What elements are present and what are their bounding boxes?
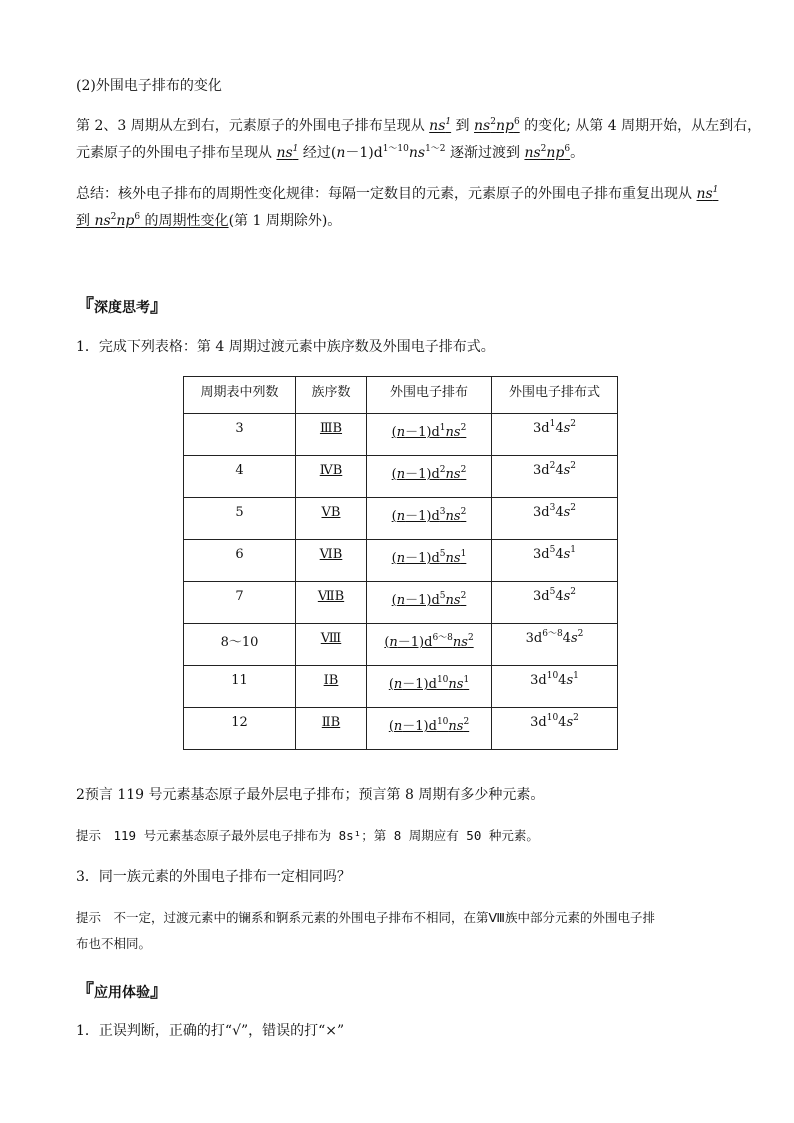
cell-formula: $3d^54s^2$ bbox=[492, 582, 618, 624]
cell-config: $(n-1)d^2ns^2$ bbox=[367, 456, 492, 498]
cell-column: 12 bbox=[184, 708, 296, 750]
cell-formula: $3d^{10}4s^2$ bbox=[492, 708, 618, 750]
text-segment: 经过( bbox=[298, 145, 337, 161]
paragraph-line bbox=[76, 144, 584, 162]
header-formula: 外围电子排布式 bbox=[492, 377, 618, 414]
summary-underlined: 到 $ns^2np^6$ 的周期性变化 bbox=[76, 212, 229, 229]
cell-column: 11 bbox=[184, 666, 296, 708]
cell-formula: $3d^34s^2$ bbox=[492, 498, 618, 540]
electron-config-table bbox=[183, 376, 618, 750]
formula-ns2np6: $ns^2np^6$ bbox=[474, 117, 520, 134]
cell-config: $(n-1)d^{10}ns^2$ bbox=[367, 708, 492, 750]
formula-ns: ns bbox=[408, 145, 426, 161]
hint-2: 提示 119 号元素基态原子最外层电子排布为 8s¹；第 8 周期应有 50 种元素。 bbox=[76, 828, 539, 843]
formula-ns1: $ns^1$ bbox=[429, 117, 452, 134]
cell-column: 7 bbox=[184, 582, 296, 624]
cell-column: 8～10 bbox=[184, 624, 296, 666]
table-row bbox=[184, 498, 618, 540]
cell-group: ⅤB bbox=[296, 498, 367, 540]
table-row bbox=[184, 624, 618, 666]
table-row bbox=[184, 582, 618, 624]
cell-group: ⅠB bbox=[296, 666, 367, 708]
cell-group: ⅣB bbox=[296, 456, 367, 498]
summary-line bbox=[76, 185, 718, 203]
text-segment: 逐渐过渡到 bbox=[445, 145, 525, 161]
superscript: 1～2 bbox=[425, 144, 446, 154]
cell-formula: $3d^{6\sim 8}4s^2$ bbox=[492, 624, 618, 666]
section-heading: (2)外围电子排布的变化 bbox=[76, 78, 222, 94]
cell-config: $(n-1)d^5ns^1$ bbox=[367, 540, 492, 582]
section-title-deep-think: 『深度思考』 bbox=[76, 296, 168, 317]
formula-ns1: $ns^1$ bbox=[276, 144, 299, 161]
text-segment: 总结：核外电子排布的周期性变化规律：每隔一定数目的元素，元素原子的外围电子排布重复出现从 bbox=[76, 186, 697, 202]
text-segment: 到 bbox=[451, 118, 475, 134]
cell-column: 6 bbox=[184, 540, 296, 582]
table-row bbox=[184, 540, 618, 582]
question-1: 1．完成下列表格：第 4 周期过渡元素中族序数及外围电子排布式。 bbox=[76, 339, 495, 355]
cell-config: $(n-1)d^{6\sim 8}ns^2$ bbox=[367, 624, 492, 666]
summary-line bbox=[76, 212, 341, 230]
cell-config: $(n-1)d^{10}ns^1$ bbox=[367, 666, 492, 708]
cell-formula: $3d^14s^2$ bbox=[492, 414, 618, 456]
question-2: 2预言 119 号元素基态原子最外层电子排布；预言第 8 周期有多少种元素。 bbox=[76, 787, 545, 803]
cell-formula: $3d^{10}4s^1$ bbox=[492, 666, 618, 708]
text-segment: －1)d bbox=[345, 145, 383, 161]
formula-ns1: $ns^1$ bbox=[696, 185, 719, 202]
cell-group: ⅥB bbox=[296, 540, 367, 582]
question-3: 3．同一族元素的外围电子排布一定相同吗？ bbox=[76, 869, 351, 885]
formula-ns2np6: $ns^2np^6$ bbox=[524, 144, 571, 161]
text-segment: (第 1 周期除外)。 bbox=[228, 213, 342, 229]
text-segment: 第 2、3 周期从左到右，元素原子的外围电子排布呈现从 bbox=[76, 118, 430, 134]
cell-column: 3 bbox=[184, 414, 296, 456]
header-column: 周期表中列数 bbox=[184, 377, 296, 414]
cell-formula: $3d^54s^1$ bbox=[492, 540, 618, 582]
table-row bbox=[184, 456, 618, 498]
cell-column: 4 bbox=[184, 456, 296, 498]
hint-3-line2: 布也不相同。 bbox=[76, 936, 152, 951]
paragraph-line bbox=[76, 117, 761, 135]
header-config: 外围电子排布 bbox=[367, 377, 492, 414]
text-segment: 。 bbox=[570, 145, 585, 161]
formula-n: n bbox=[336, 145, 346, 161]
cell-group: ⅢB bbox=[296, 414, 367, 456]
cell-config: $(n-1)d^3ns^2$ bbox=[367, 498, 492, 540]
table-row bbox=[184, 708, 618, 750]
text-segment: 的变化; 从第 4 周期开始，从左到右， bbox=[519, 118, 762, 134]
text-segment: 元素原子的外围电子排布呈现从 bbox=[76, 145, 277, 161]
table-row bbox=[184, 414, 618, 456]
cell-group: ⅦB bbox=[296, 582, 367, 624]
superscript: 1～10 bbox=[382, 144, 409, 154]
table-row bbox=[184, 666, 618, 708]
apply-question-1: 1．正误判断，正确的打“√”，错误的打“×” bbox=[76, 1023, 345, 1039]
cell-config: $(n-1)d^1ns^2$ bbox=[367, 414, 492, 456]
cell-group: Ⅷ bbox=[296, 624, 367, 666]
table-header-row bbox=[184, 377, 618, 414]
cell-group: ⅡB bbox=[296, 708, 367, 750]
cell-config: $(n-1)d^5ns^2$ bbox=[367, 582, 492, 624]
cell-formula: $3d^24s^2$ bbox=[492, 456, 618, 498]
cell-column: 5 bbox=[184, 498, 296, 540]
section-title-apply: 『应用体验』 bbox=[76, 981, 168, 1002]
hint-3-line1: 提示 不一定，过渡元素中的镧系和锕系元素的外围电子排布不相同，在第Ⅷ族中部分元素的外围电子排 bbox=[76, 910, 655, 925]
header-group: 族序数 bbox=[296, 377, 367, 414]
